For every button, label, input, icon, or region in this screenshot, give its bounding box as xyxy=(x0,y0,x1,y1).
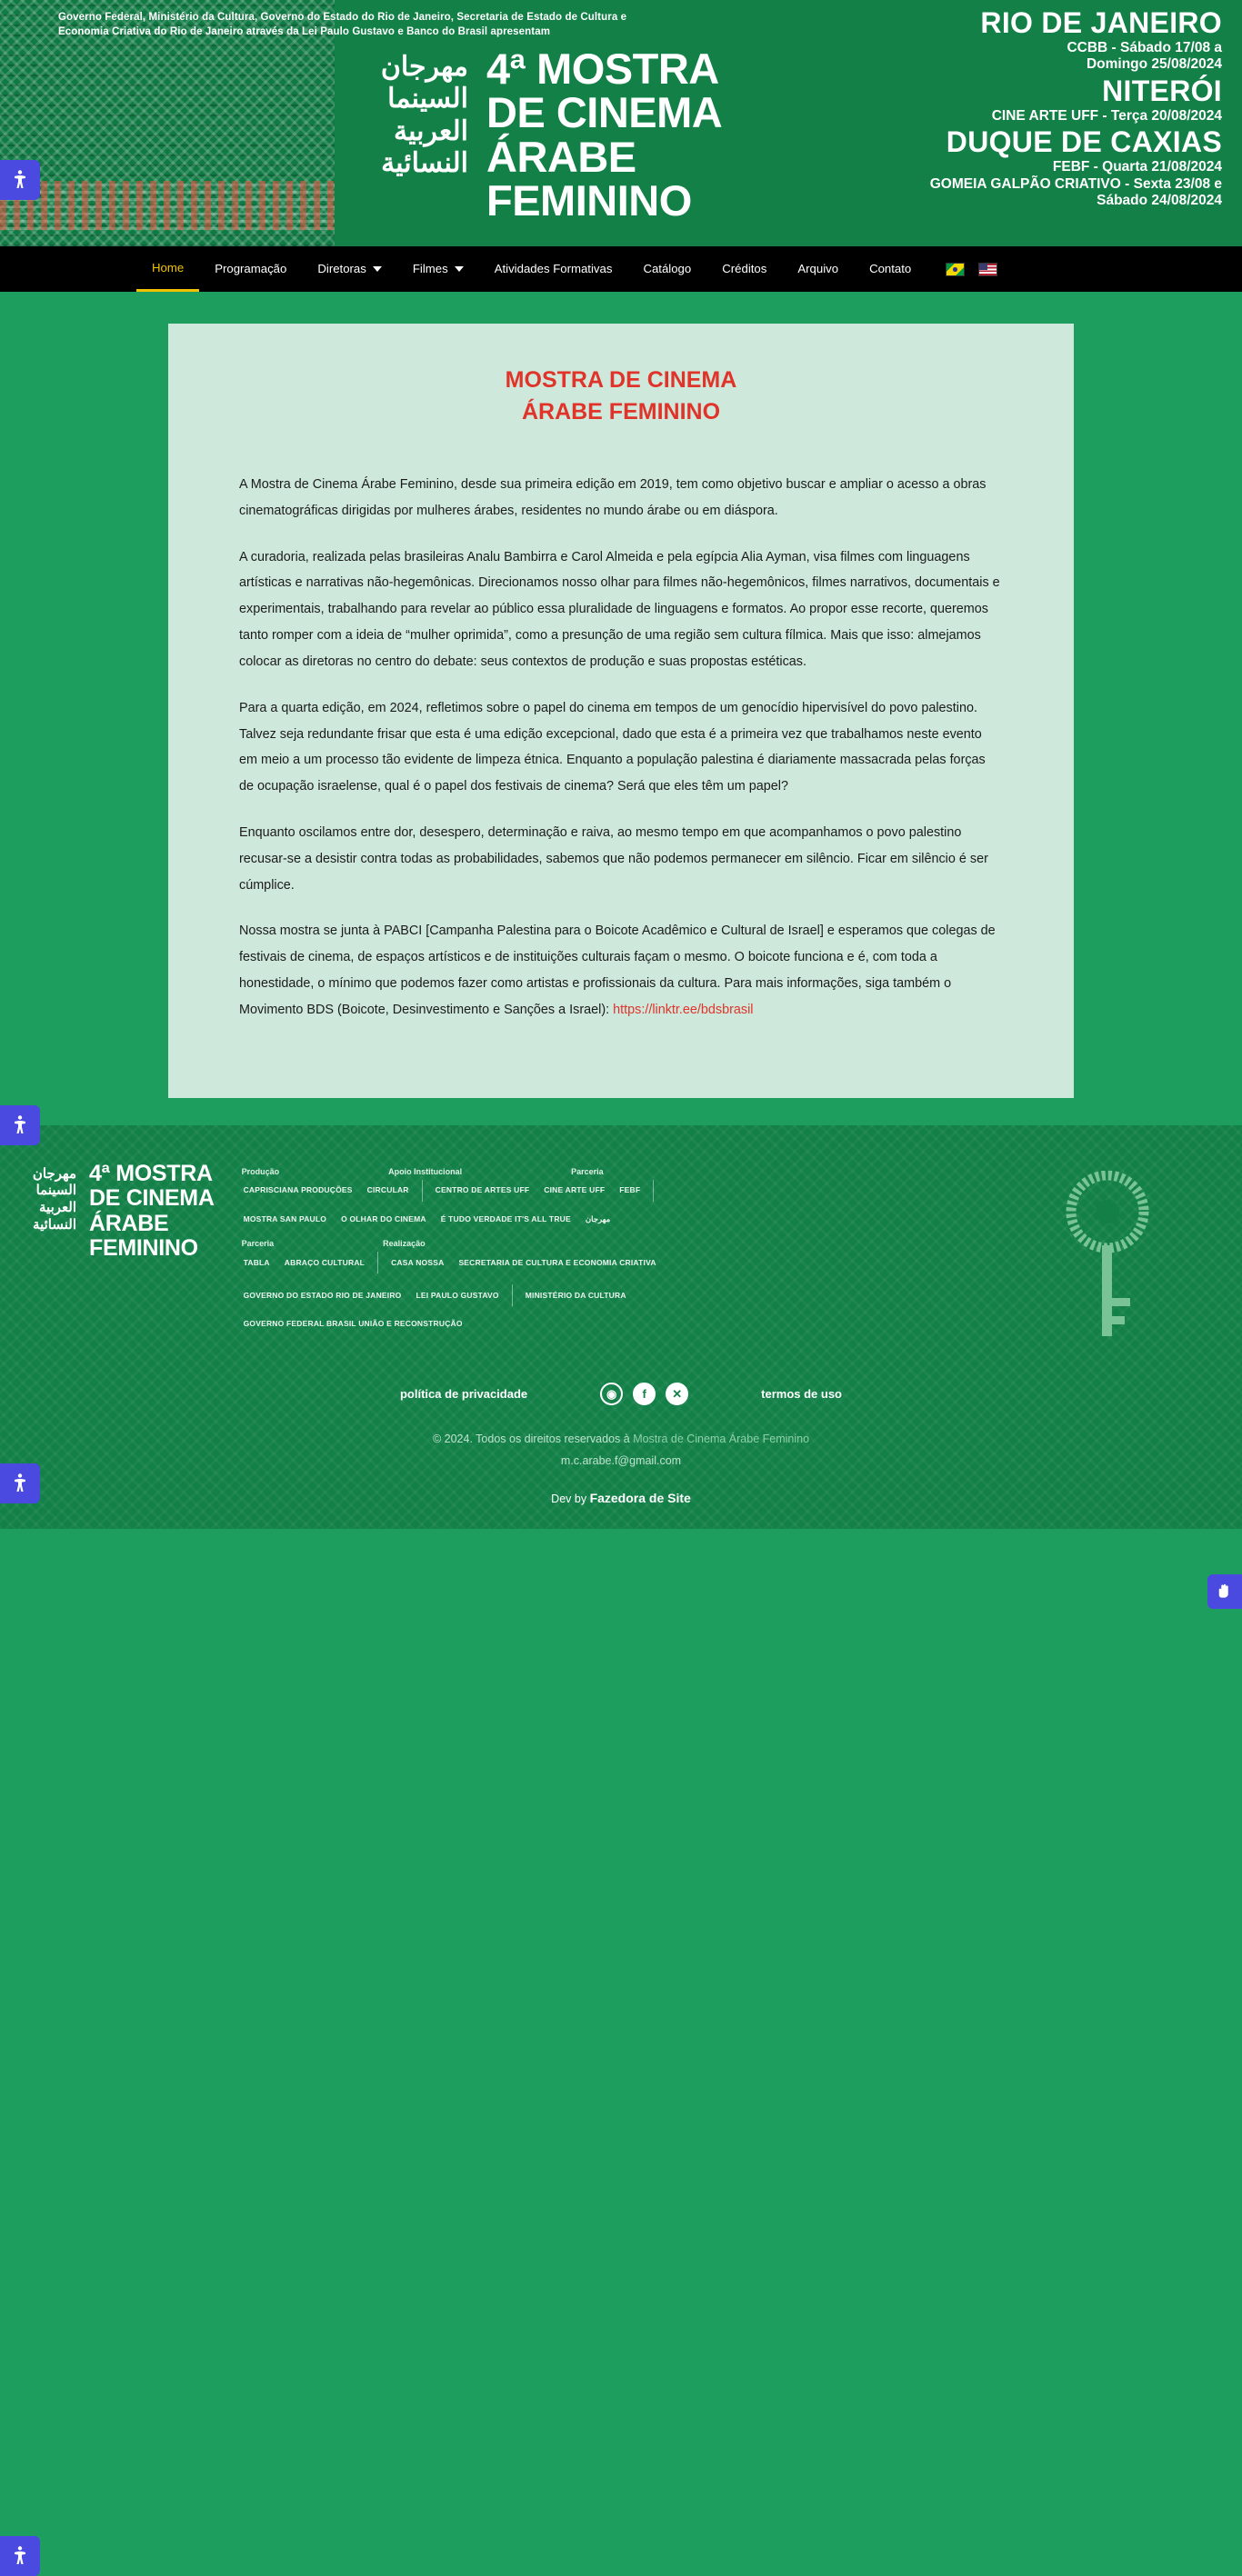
accessibility-widget-button[interactable] xyxy=(0,160,40,200)
nav-label: Programação xyxy=(215,262,287,275)
city-name: DUQUE DE CAXIAS xyxy=(946,125,1222,159)
city-block xyxy=(930,126,1222,210)
footer-links-row xyxy=(0,1383,1242,1405)
city-block xyxy=(930,75,1222,125)
developer-credit xyxy=(0,1491,1242,1505)
main-navigation xyxy=(0,246,1242,292)
copyright-line xyxy=(0,1429,1242,1473)
chevron-down-icon xyxy=(373,266,382,272)
partner-logo-row-2 xyxy=(242,1252,751,1332)
partner-logo: CAPRISCIANA PRODUÇÕES xyxy=(243,1184,353,1194)
partner-logo: MINISTÉRIO DA CULTURA xyxy=(525,1290,626,1300)
festival-title-portuguese xyxy=(486,47,722,224)
partner-logo: GOVERNO FEDERAL BRASIL UNIÃO E RECONSTRUÇÃO xyxy=(243,1319,463,1329)
paragraph-text: Nossa mostra se junta à PABCI [Campanha Palestina para o Boicote Acadêmico e Cultural de Israel] e esperamos que colegas de festivais de cinema, de espaços artísticos e de instituições culturais façam o mesmo. O boicote funciona e é, com toda a honestidade, o mínimo que podemos fazer como artistas e profissionais da cultura. Para mais informações, siga também o Movimento BDS (Boicote, Desinvestimento e Sanções a Israel): xyxy=(239,924,996,1017)
nav-item-diretoras[interactable] xyxy=(302,246,397,292)
partner-logo: LEI PAULO GUSTAVO xyxy=(416,1290,499,1300)
nav-item-arquivo[interactable] xyxy=(782,246,854,292)
partner-logo: É TUDO VERDADE IT'S ALL TRUE xyxy=(440,1213,571,1223)
nav-label: Diretoras xyxy=(317,262,366,275)
logo-divider xyxy=(512,1284,513,1306)
accessibility-widget-button[interactable] xyxy=(0,1105,40,1145)
nav-item-filmes[interactable] xyxy=(397,246,479,292)
partner-logo: FEBF xyxy=(619,1184,641,1194)
nav-label: Catálogo xyxy=(643,262,692,275)
nav-label: Home xyxy=(152,260,185,275)
page-title-line-1: MOSTRA DE CINEMA xyxy=(505,367,737,393)
dev-prefix: Dev by xyxy=(551,1492,590,1505)
instagram-icon[interactable]: ◉ xyxy=(600,1383,623,1405)
logo-group-label-apoio: Apoio Institucional xyxy=(388,1166,463,1176)
partner-logo: GOVERNO DO ESTADO RIO DE JANEIRO xyxy=(243,1290,402,1300)
nav-label: Contato xyxy=(869,262,912,275)
city-info: GOMEIA GALPÃO CRIATIVO - Sexta 23/08 e xyxy=(929,175,1222,192)
accessibility-person-icon xyxy=(9,169,31,191)
copyright-prefix: © 2024. Todos os direitos reservados à xyxy=(432,1433,634,1446)
logo-divider xyxy=(377,1252,378,1273)
about-paragraph: Enquanto oscilamos entre dor, desespero, determinação e raiva, ao mesmo tempo em que acompanhamos o povo palestino recusar-se a desistir contra todas as probabilidades, sabemos que não podemos permanecer em silêncio. Ficar em silêncio é ser cúmplice. xyxy=(239,824,988,893)
bds-link[interactable]: https://linktr.ee/bdsbrasil xyxy=(613,1002,754,1017)
title-line-2: DE CINEMA xyxy=(486,88,723,137)
copyright-brand: Mostra de Cinema Árabe Feminino xyxy=(633,1433,810,1446)
title-line-1: 4ª MOSTRA xyxy=(486,45,719,93)
chevron-down-icon xyxy=(455,266,464,272)
about-paragraph: A Mostra de Cinema Árabe Feminino, desde sua primeira edição em 2019, tem como objetivo buscar e ampliar o acesso a obras cinematográficas dirigidas por mulheres árabes, residentes no mundo árabe ou em diáspora. xyxy=(239,477,987,518)
logo-group-label-producao: Produção xyxy=(241,1166,280,1176)
nav-item-creditos[interactable] xyxy=(706,246,782,292)
sponsor-credit-line: Governo Federal, Ministério da Cultura, Governo do Estado do Rio de Janeiro, Secretaria de Estado de Cultura e Economia Criativa do Rio de Janeiro através da Lei Paulo Gustavo e Banco do Brasil apresentam xyxy=(58,12,627,37)
partner-logo-row-1 xyxy=(242,1180,751,1227)
nav-item-atividades-formativas[interactable] xyxy=(479,246,628,292)
hand-icon xyxy=(1216,1583,1234,1601)
partner-logo: CINE ARTE UFF xyxy=(544,1184,606,1194)
accessibility-person-icon xyxy=(9,2545,31,2567)
city-name: RIO DE JANEIRO xyxy=(980,6,1222,39)
nav-item-contato[interactable] xyxy=(854,246,926,292)
contact-email[interactable]: m.c.arabe.f@gmail.com xyxy=(560,1453,682,1467)
accessibility-widget-button[interactable] xyxy=(0,1463,40,1503)
partner-logo: MOSTRA SAN PAULO xyxy=(243,1213,327,1223)
key-decoration-icon xyxy=(1044,1171,1171,1353)
brazil-flag-icon[interactable] xyxy=(946,263,965,276)
partner-logos-area xyxy=(242,1162,751,1345)
language-switcher[interactable] xyxy=(926,263,1017,276)
partner-logo: TABLA xyxy=(243,1257,270,1267)
hero-banner xyxy=(0,0,1242,246)
logo-group-labels-row-1 xyxy=(242,1167,751,1180)
terms-of-use-link[interactable]: termos de uso xyxy=(761,1387,842,1402)
title-line-3: ÁRABE xyxy=(486,132,636,181)
nav-label: Filmes xyxy=(412,262,448,275)
privacy-policy-link[interactable]: política de privacidade xyxy=(399,1387,528,1402)
about-paragraph-with-link xyxy=(239,918,1003,1023)
partner-logo: مهرجان xyxy=(585,1213,611,1223)
city-name: NITERÓI xyxy=(1102,75,1222,108)
logo-divider xyxy=(422,1180,423,1202)
footer-logo-line-1: 4ª MOSTRA xyxy=(89,1160,213,1186)
nav-label: Créditos xyxy=(722,262,767,275)
footer-logo xyxy=(20,1162,215,1262)
nav-label: Arquivo xyxy=(797,262,839,275)
nav-item-home[interactable] xyxy=(136,246,199,292)
footer-logo-portuguese xyxy=(89,1162,215,1262)
footer-logo-line-3: ÁRABE xyxy=(89,1210,169,1236)
footer-logo-line-4: FEMININO xyxy=(89,1235,198,1262)
city-info: CINE ARTE UFF - Terça 20/08/2024 xyxy=(991,107,1222,124)
about-paragraph: A curadoria, realizada pelas brasileiras Analu Bambirra e Carol Almeida e pela egípcia Alia Ayman, visa filmes com linguagens artísticas e narrativas não-hegemônicas. Direcionamos nosso olhar para filmes não-hegemônicos, filmes narrativos, documentais e experimentais, trabalhando para revelar ao público essa pluralidade de linguagens e formatos. Ao propor esse recorte, queremos tanto romper com a ideia de “mulher oprimida”, como a presunção de uma região sem cultura fílmica. Mais que isso: almejamos colocar as diretoras no centro do debate: seus contextos de produção e suas propostas estéticas. xyxy=(239,549,1000,669)
partner-logo: CASA NOSSA xyxy=(391,1257,445,1267)
logo-group-label-parceria-2: Parceria xyxy=(241,1239,275,1249)
cities-schedule xyxy=(930,7,1222,212)
partner-logo: CENTRO DE ARTES UFF xyxy=(435,1184,530,1194)
accessibility-person-icon xyxy=(9,1114,31,1136)
partner-logo: O OLHAR DO CINEMA xyxy=(341,1213,426,1223)
festival-title-arabic: مهرجان السينما العربية النسائية xyxy=(380,52,468,179)
festival-title-block xyxy=(341,47,722,224)
page-title-line-2: ÁRABE FEMININO xyxy=(521,399,721,424)
city-block xyxy=(930,7,1222,74)
about-content-card xyxy=(168,324,1074,1098)
logo-group-labels-row-2 xyxy=(242,1239,751,1252)
accessibility-widget-button[interactable] xyxy=(0,2536,40,2576)
dev-name[interactable]: Fazedora de Site xyxy=(589,1490,691,1505)
partner-logo: SECRETARIA DE CULTURA E ECONOMIA CRIATIVA xyxy=(458,1257,656,1267)
partner-logo: CIRCULAR xyxy=(366,1184,409,1194)
footer-logo-arabic: مهرجان السينما العربية النسائية xyxy=(32,1165,76,1233)
partner-logo: ABRAÇO CULTURAL xyxy=(284,1257,366,1267)
nav-item-programacao[interactable] xyxy=(199,246,302,292)
nav-label: Atividades Formativas xyxy=(494,262,613,275)
logo-group-label-realizacao: Realização xyxy=(383,1239,426,1249)
social-links xyxy=(600,1383,688,1405)
usa-flag-icon[interactable] xyxy=(978,263,997,276)
about-paragraph: Para a quarta edição, em 2024, refletimos sobre o papel do cinema em tempos de um genocídio hipervisível do povo palestino. Talvez seja redundante frisar que esta é uma edição excepcional, dado que esta é a primeira vez que trabalhamos neste evento em meio a um processo tão evidente de limpeza étnica. Enquanto a população palestina é diariamente massacrada pelas forças de ocupação israelense, qual é o papel dos festivais de cinema? Será que eles têm um papel? xyxy=(239,700,986,794)
logo-group-label-parceria: Parceria xyxy=(571,1166,604,1176)
nav-item-catalogo[interactable] xyxy=(627,246,706,292)
city-info: Domingo 25/08/2024 xyxy=(1086,56,1222,73)
twitter-x-icon[interactable]: ✕ xyxy=(666,1383,688,1405)
page-main xyxy=(0,292,1242,1098)
sign-language-widget-button[interactable] xyxy=(1207,1574,1242,1609)
title-line-4: FEMININO xyxy=(486,176,692,225)
page-title xyxy=(205,364,1037,428)
city-info: Sábado 24/08/2024 xyxy=(1097,193,1222,209)
city-info: FEBF - Quarta 21/08/2024 xyxy=(1052,159,1222,175)
city-info: CCBB - Sábado 17/08 a xyxy=(1067,39,1222,55)
accessibility-person-icon xyxy=(9,1473,31,1494)
site-footer xyxy=(0,1125,1242,1529)
facebook-icon[interactable]: f xyxy=(633,1383,656,1405)
logo-divider xyxy=(653,1180,654,1202)
footer-logo-line-2: DE CINEMA xyxy=(89,1185,215,1212)
